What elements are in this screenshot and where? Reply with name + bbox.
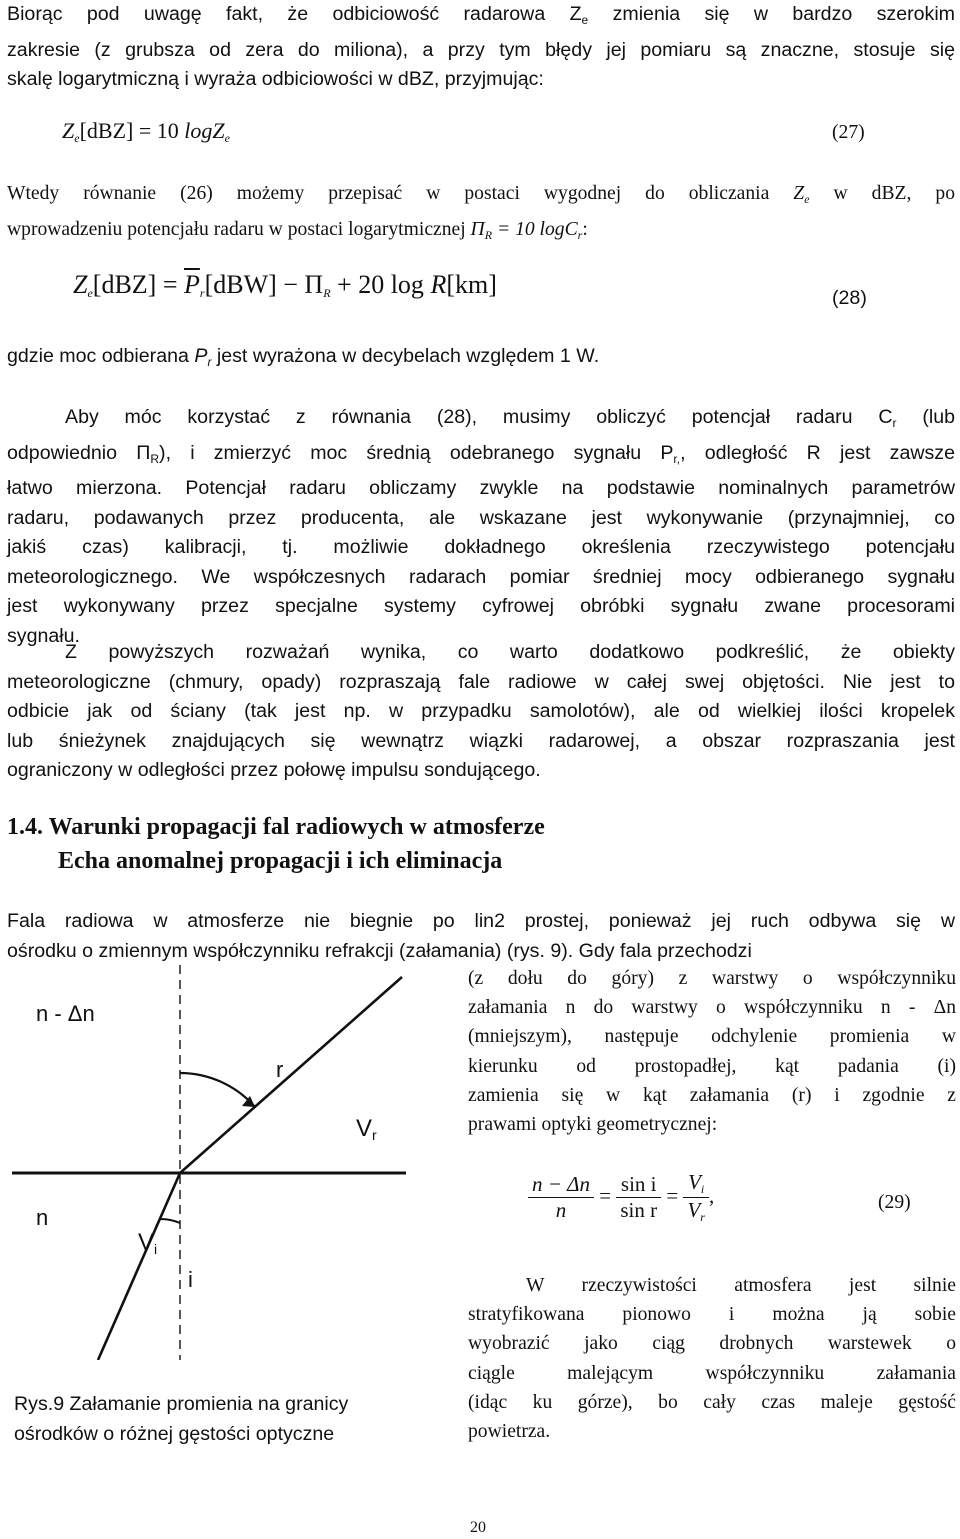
intro-line-2: zakresie (z grubsza od zera do miliona), a przy tym błędy jej pomiaru są znaczne, stosuje się xyxy=(7,38,955,61)
label-r: r xyxy=(276,1057,284,1082)
refraction-figure xyxy=(10,965,408,1360)
calibration-paragraph: Aby móc korzystać z równania (28), musimy obliczyć potencjał radaru $C_r$ (lub odpowiednio $\Pi_R$), i zmierzyć moc średnią odebranego sygnału $P_{r,}$, odległość R jest zawsze łatwo mierzona. Potencjał radaru obliczamy zwykle na podstawie nominalnych parametrów radaru, podawanych przez producenta, ale wskazane jest wykonywanie (przynajmniej, co jakiś czas) kalibracji, tj. możliwie dokładnego określenia rzeczywistego potencjału meteorologicznego. We współczesnych radarach pomiar średniej mocy odbieranego sygnału jest wykonywany przez specjalne systemy cyfrowej obróbki sygnału zwane procesorami sygnału. xyxy=(7,406,956,647)
page-number: 20 xyxy=(470,1519,486,1536)
label-n: n xyxy=(36,1205,49,1230)
intro-line-1: Biorąc pod uwagę fakt, że odbiciowość radarowa $Z_e$ zmienia się w bardzo szerokim xyxy=(7,3,955,27)
figure-caption: Rys.9 Załamanie promienia na granicy ośrodków o różnej gęstości optyczne xyxy=(14,1393,349,1445)
label-i: i xyxy=(188,1267,193,1292)
refraction-paragraph: (z dołu do góry) z warstwy o współczynniku załamania n do warstwy o współczynniku n - Δn (mniejszym), następuje odchylenie promienia w kierunku od prostopadłej, kąt padania (i) zamienia się w kąt załamania (r) i zgodnie z prawami optyki geometrycznej: xyxy=(468,968,956,1136)
angle-r-arrowhead xyxy=(242,1096,255,1107)
equation-28-number: (28) xyxy=(832,287,867,309)
intro-paragraph xyxy=(7,0,955,95)
equation-29-number: (29) xyxy=(878,1192,911,1213)
intro-line-3: skalę logarytmiczną i wyraża odbiciowości w dBZ, przyjmując: xyxy=(7,68,544,90)
label-vr: $V_r$ xyxy=(356,1115,377,1143)
scattering-paragraph: Z powyższych rozważań wynika, co warto dodatkowo podkreślić, że obiekty meteorologiczne (chmury, opady) rozpraszają fale radiowe w całej swej objętości. Nie jest to odbicie jak od ściany (tak jest np. w przypadku samolotów), ale od wielkiej ilości kropelek lub śnieżynek znajdujących się wewnątrz wiązki radarowej, a obszar rozpraszania jest ograniczony w odległości przez połowę impulsu sondującego. xyxy=(7,641,955,781)
power-note: gdzie moc odbierana $P_r$ jest wyrażona w decybelach względem 1 W. xyxy=(7,345,600,369)
equation-29: $\frac{n - \Delta n}{n}$ = $\frac{\text{sin i}}{\text{sin r}}$ = $\frac{V_i}{V_r}$ , xyxy=(528,1170,714,1225)
propagation-paragraph: Fala radiowa w atmosferze nie biegnie po lin2 prostej, ponieważ jej ruch odbywa się w ośrodku o zmiennym współczynniku refrakcji (załamania) (rys. 9). Gdy fala przechodzi xyxy=(7,910,955,962)
label-vi: $V_i$ xyxy=(138,1229,158,1257)
section-heading: 1.4. Warunki propagacji fal radiowych w atmosferze xyxy=(7,814,545,840)
equation-27-number: (27) xyxy=(832,122,865,143)
stratification-paragraph: W rzeczywistości atmosfera jest silnie stratyfikowana pionowo i można ją sobie wyobrazić jako ciąg drobnych warstewek o ciągle malejącym współczynniku załamania (idąc ku górze), bo cały czas maleje gęstość powietrza. xyxy=(468,1275,956,1443)
angle-r-arc xyxy=(180,1073,255,1107)
angle-i-arc xyxy=(160,1219,180,1223)
section-subheading: Echa anomalnej propagacji i ich eliminacja xyxy=(58,848,503,874)
eq-intro-line-1: Wtedy równanie (26) możemy przepisać w postaci wygodnej do obliczania $Z_e$ w dBZ, po xyxy=(7,183,956,206)
incident-ray xyxy=(98,1173,180,1360)
eq-intro-line-2: wprowadzeniu potencjału radaru w postaci logarytmicznej $\Pi_R = 10$ logC$_r$: xyxy=(7,218,588,242)
equation-28: $Z_e[dBZ] = \overline{P}_r[dBW] - \Pi_R + 20$ log R[km] xyxy=(73,270,497,300)
equation-intro-paragraph xyxy=(7,179,955,250)
label-n-minus-dn: n - Δn xyxy=(36,1001,95,1026)
equation-27: $Z_e[dBZ] = 10$ logZ$_e$ xyxy=(62,118,230,145)
refracted-ray xyxy=(180,977,402,1173)
